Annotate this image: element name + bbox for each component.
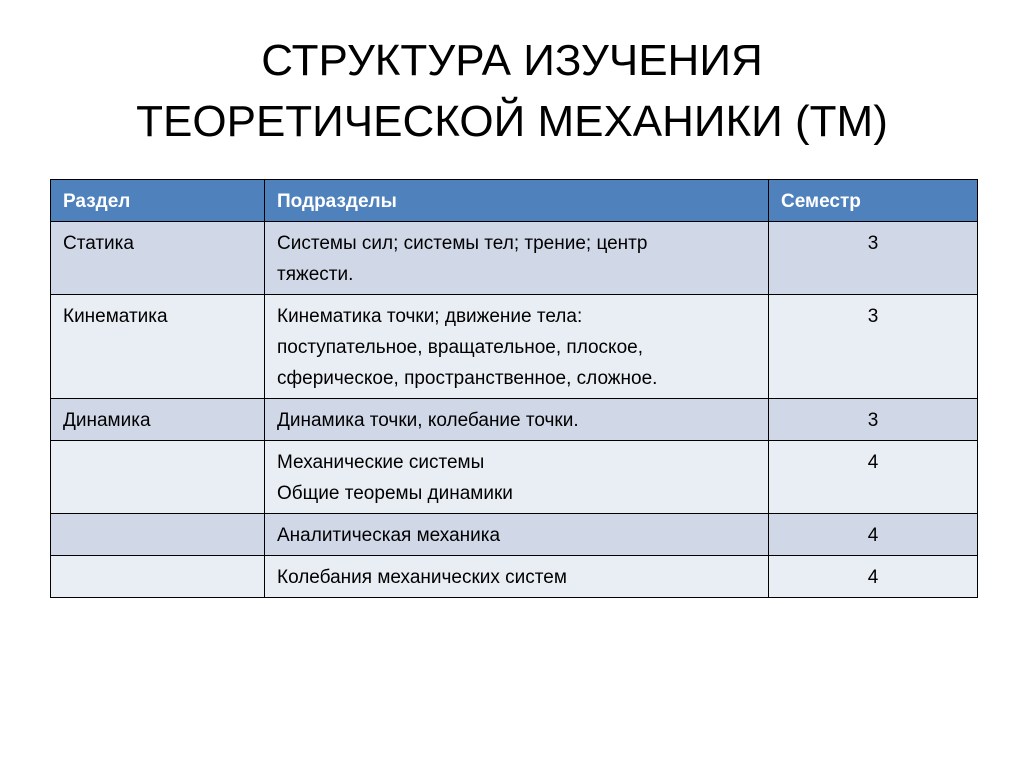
table-header-row xyxy=(51,180,978,222)
header-section: Раздел xyxy=(51,180,265,222)
curriculum-table xyxy=(50,179,978,598)
cell-semester: 3 xyxy=(769,295,978,399)
header-semester: Семестр xyxy=(769,180,978,222)
cell-section xyxy=(51,514,265,556)
cell-semester: 4 xyxy=(769,556,978,598)
subsection-line: Колебания механических систем xyxy=(277,567,567,588)
cell-section xyxy=(51,556,265,598)
subsection-line: поступательное, вращательное, плоское, xyxy=(277,337,644,358)
cell-section: Кинематика xyxy=(51,295,265,399)
cell-section: Статика xyxy=(51,222,265,295)
title-line-2: ТЕОРЕТИЧЕСКОЙ МЕХАНИКИ (ТМ) xyxy=(136,97,888,146)
cell-subsections xyxy=(265,399,769,441)
slide-title xyxy=(40,30,984,152)
cell-semester: 4 xyxy=(769,514,978,556)
subsection-line: сферическое, пространственное, сложное. xyxy=(277,368,658,389)
table-row xyxy=(51,399,978,441)
cell-semester: 4 xyxy=(769,441,978,514)
cell-section xyxy=(51,441,265,514)
subsection-line: Механические системы xyxy=(277,452,485,473)
table-row xyxy=(51,222,978,295)
cell-subsections xyxy=(265,441,769,514)
cell-semester: 3 xyxy=(769,399,978,441)
subsection-line: Системы сил; системы тел; трение; центр xyxy=(277,233,648,254)
cell-section: Динамика xyxy=(51,399,265,441)
table-row xyxy=(51,441,978,514)
title-line-1: СТРУКТУРА ИЗУЧЕНИЯ xyxy=(261,36,763,85)
subsection-line: Кинематика точки; движение тела: xyxy=(277,306,583,327)
subsection-line: Общие теоремы динамики xyxy=(277,483,513,504)
subsection-line: тяжести. xyxy=(277,264,354,285)
cell-subsections xyxy=(265,556,769,598)
table-row xyxy=(51,514,978,556)
cell-semester: 3 xyxy=(769,222,978,295)
cell-subsections xyxy=(265,295,769,399)
table-row xyxy=(51,295,978,399)
cell-subsections xyxy=(265,222,769,295)
subsection-line: Динамика точки, колебание точки. xyxy=(277,410,579,431)
subsection-line: Аналитическая механика xyxy=(277,525,501,546)
cell-subsections xyxy=(265,514,769,556)
header-subsections: Подразделы xyxy=(265,180,769,222)
table-row xyxy=(51,556,978,598)
